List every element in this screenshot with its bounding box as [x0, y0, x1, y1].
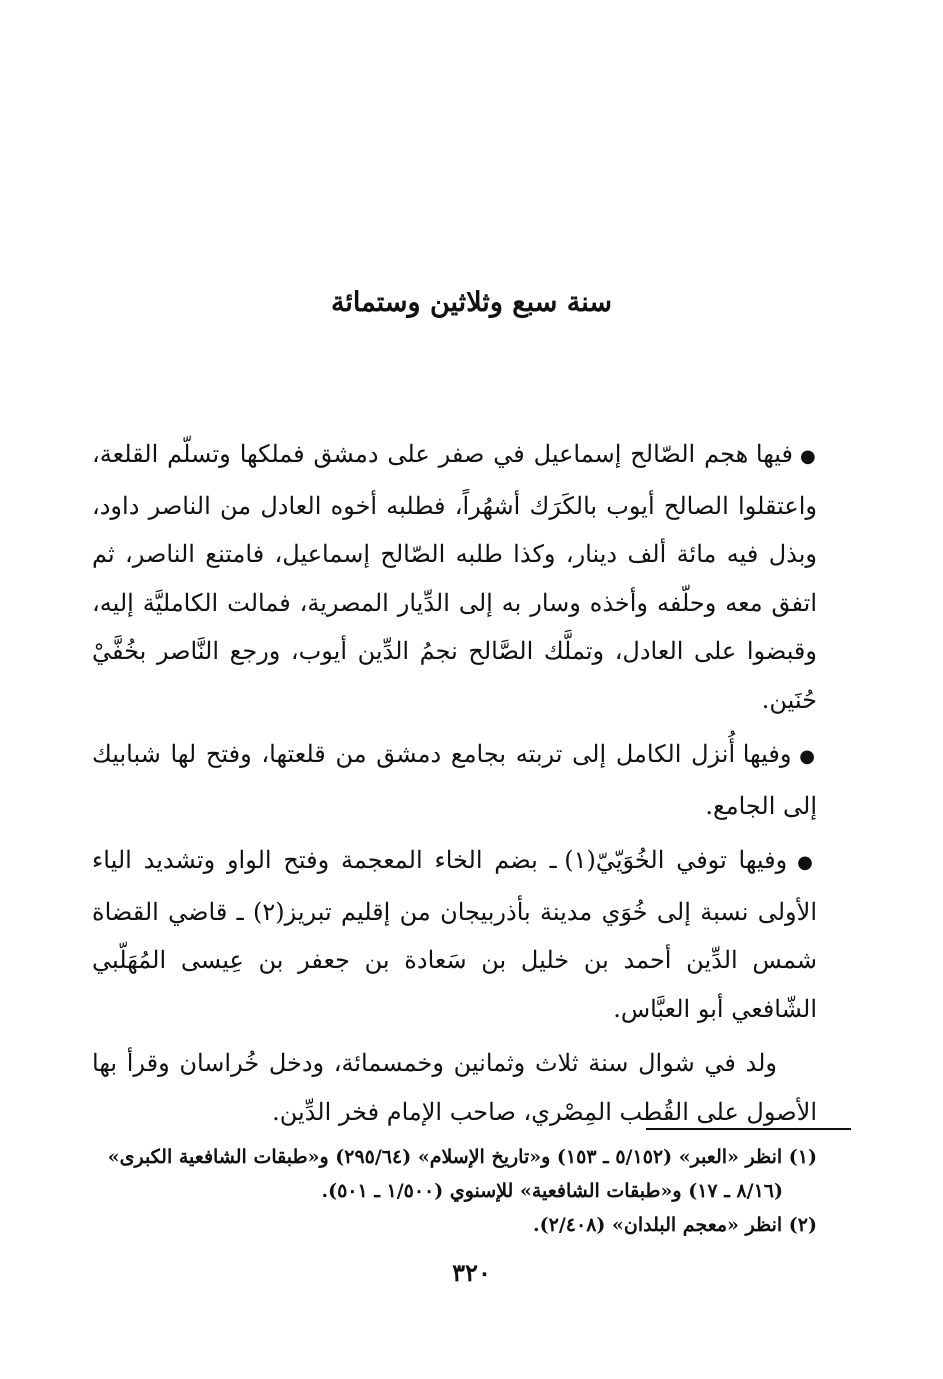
paragraph-kamil-tomb: ● وفيها أُنزل الكامل إلى تربته بجامع دمشق من قلعتها، وفتح لها شبابيك إلى الجامع. [92, 730, 817, 830]
chapter-title: سنة سبع وثلاثين وستمائة [330, 287, 613, 318]
footnotes [92, 1140, 817, 1242]
footnote-2: (٢) انظر «معجم البلدان» (٢/٤٠٨). [533, 1214, 817, 1236]
footnote-1: (١) انظر «العبر» (٥/١٥٢ ـ ١٥٣) و«تاريخ الإسلام» (٢٩٥/٦٤) و«طبقات الشافعية الكبرى» [107, 1146, 817, 1168]
footnote-1-continuation: (٨/١٦ ـ ١٧) و«طبقات الشافعية» للإسنوي (١/٥٠٠ ـ ٥٠١). [321, 1180, 783, 1202]
footnote-divider [646, 1128, 851, 1130]
paragraph-khuwayyi-bio: ولد في شوال سنة ثلاث وثمانين وخمسمائة، ودخل خُراسان وقرأ بها الأصول على القُطب المِصْري، صاحب الإمام فخر الدِّين. [92, 1049, 817, 1126]
page-number: ٣٢٠ [452, 1258, 491, 1287]
paragraph-events-damascus: ● فيها هجم الصّالح إسماعيل في صفر على دمشق فملكها وتسلّم القلعة، واعتقلوا الصالح أيوب بالكَرَك أشهُراً، فطلبه أخوه العادل من الناصر داود، وبذل فيه مائة ألف دينار، وكذا طلبه الصّالح إسماعيل، فامتنع الناصر، ثم اتفق معه وحلّفه وأخذه وسار به إلى الدِّيار المصرية، فمالت الكامليَّة إليه، وقبضوا على العادل، وتملَّك الصَّالح نجمُ الدِّين أيوب، ورجع النَّاصر بخُفَّيْ حُنَين. [92, 430, 817, 724]
body-text [92, 430, 817, 1142]
paragraph-khuwayyi-death: ● وفيها توفي الخُوَيّيّ(١) ـ بضم الخاء المعجمة وفتح الواو وتشديد الياء الأولى نسبة إلى خُوَي مدينة بأذربيجان من إقليم تبريز(٢) ـ قاضي القضاة شمس الدِّين أحمد بن خليل بن سَعادة بن جعفر بن عِيسى المُهَلّبي الشّافعي أبو العبَّاس. [92, 836, 817, 1033]
